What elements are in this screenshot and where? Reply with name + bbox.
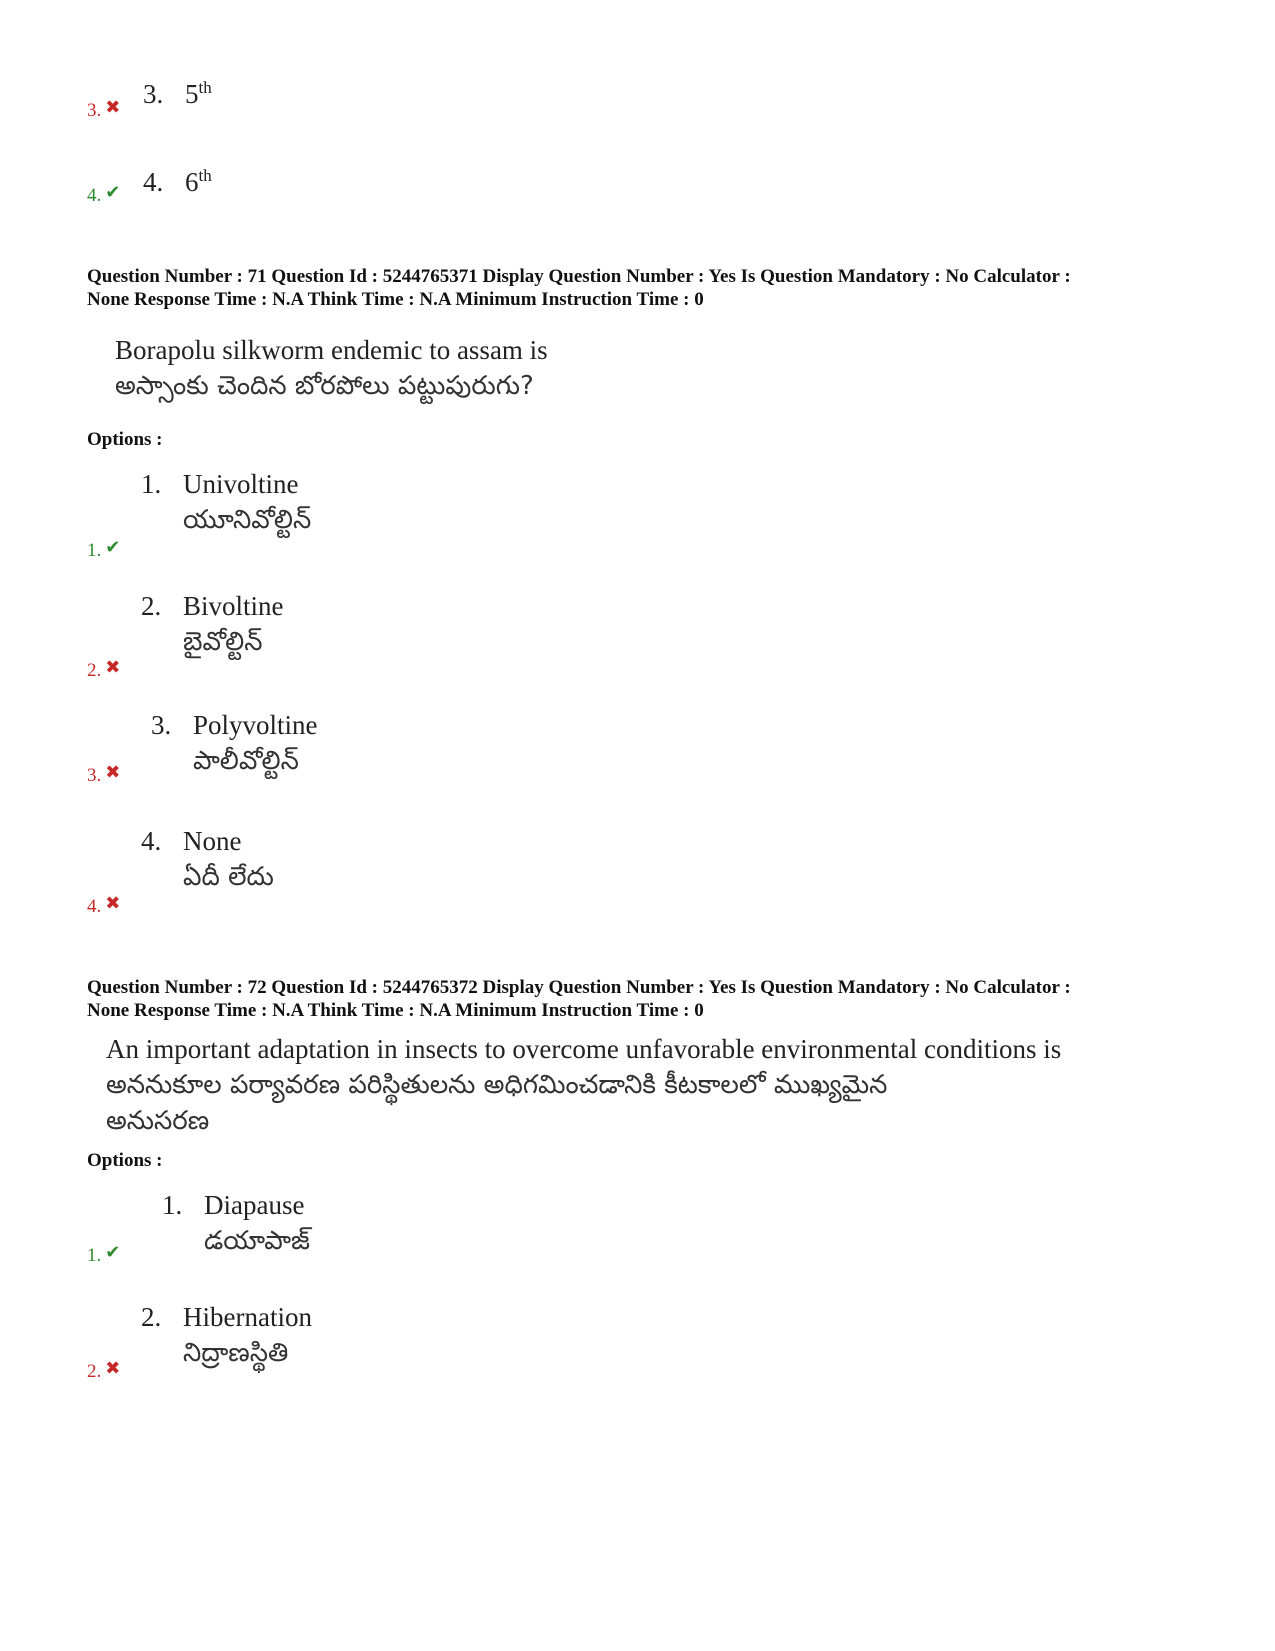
option-text-en: Hibernation bbox=[183, 1302, 312, 1332]
question-72-text bbox=[106, 1031, 1226, 1139]
option-text-te: నిద్రాణస్థితి bbox=[183, 1338, 289, 1368]
question-text-en: An important adaptation in insects to overcome unfavorable environmental conditions is bbox=[106, 1034, 1062, 1064]
question-71-text bbox=[115, 332, 548, 404]
marker-number: 4. bbox=[87, 896, 102, 917]
marker-number: 1. bbox=[87, 1245, 102, 1266]
marker-number: 2. bbox=[87, 660, 102, 681]
q71-option-3 bbox=[151, 707, 318, 779]
option-number: 4. bbox=[141, 826, 162, 856]
marker-number: 4. bbox=[87, 185, 102, 206]
answer-marker bbox=[87, 1242, 120, 1267]
option-sup: th bbox=[198, 166, 212, 185]
q71-option-4 bbox=[141, 823, 274, 895]
option-text-te: బైవోల్టిన్ bbox=[183, 627, 263, 657]
option-sup: th bbox=[198, 78, 212, 97]
option-base: 5 bbox=[185, 79, 199, 109]
prev-option-4 bbox=[143, 158, 212, 200]
question-text-en: Borapolu silkworm endemic to assam is bbox=[115, 335, 548, 365]
q71-option-2 bbox=[141, 588, 284, 660]
q71-option-1 bbox=[141, 466, 311, 538]
answer-marker bbox=[87, 657, 120, 682]
option-text-te: పాలీవోల్టిన్ bbox=[193, 746, 299, 776]
option-number: 2. bbox=[141, 591, 162, 621]
option-text-en: Bivoltine bbox=[183, 591, 284, 621]
option-number: 1. bbox=[162, 1190, 183, 1220]
cross-icon: ✖ bbox=[105, 97, 121, 118]
option-value bbox=[185, 167, 212, 197]
question-text-te: అస్సాంకు చెందిన బోరపోలు పట్టుపురుగు? bbox=[115, 371, 534, 401]
answer-marker bbox=[87, 762, 120, 787]
answer-marker bbox=[87, 1358, 120, 1383]
option-text-en: None bbox=[183, 826, 242, 856]
answer-marker bbox=[87, 182, 120, 207]
option-number: 2. bbox=[141, 1302, 162, 1332]
marker-number: 3. bbox=[87, 100, 102, 121]
q72-option-2 bbox=[141, 1299, 312, 1371]
option-text-en: Diapause bbox=[204, 1190, 305, 1220]
question-text-te-line-2: అనుసరణ bbox=[106, 1106, 210, 1136]
option-text-te: ఏదీ లేదు bbox=[183, 862, 274, 892]
option-base: 6 bbox=[185, 167, 199, 197]
option-text-en: Univoltine bbox=[183, 469, 299, 499]
meta-line-1: Question Number : 72 Question Id : 5244765372 Display Question Number : Yes Is Question Mandatory : No Calculator : bbox=[87, 977, 1071, 998]
option-number: 4. bbox=[143, 167, 164, 197]
option-number: 1. bbox=[141, 469, 162, 499]
check-icon: ✔ bbox=[105, 182, 121, 203]
meta-line-2: None Response Time : N.A Think Time : N.A Minimum Instruction Time : 0 bbox=[87, 1000, 704, 1021]
answer-marker bbox=[87, 97, 120, 122]
answer-marker bbox=[87, 893, 120, 918]
cross-icon: ✖ bbox=[105, 893, 121, 914]
marker-number: 2. bbox=[87, 1361, 102, 1382]
marker-number: 3. bbox=[87, 765, 102, 786]
q72-option-1 bbox=[162, 1187, 310, 1259]
prev-option-3 bbox=[143, 70, 212, 112]
option-text-en: Polyvoltine bbox=[193, 710, 318, 740]
cross-icon: ✖ bbox=[105, 1358, 121, 1379]
cross-icon: ✖ bbox=[105, 657, 121, 678]
option-text-te: యూనివోల్టిన్ bbox=[183, 505, 312, 535]
meta-line-1: Question Number : 71 Question Id : 5244765371 Display Question Number : Yes Is Question Mandatory : No Calculator : bbox=[87, 266, 1071, 287]
options-label: Options : bbox=[87, 429, 163, 450]
check-icon: ✔ bbox=[105, 1242, 121, 1263]
option-number: 3. bbox=[143, 79, 164, 109]
cross-icon: ✖ bbox=[105, 762, 121, 783]
check-icon: ✔ bbox=[105, 537, 121, 558]
question-71-meta bbox=[87, 265, 1197, 311]
question-text-te-line-1: అననుకూల పర్యావరణ పరిస్థితులను అధిగమించడానికి కీటకాలలో ముఖ్యమైన bbox=[106, 1070, 888, 1100]
answer-marker bbox=[87, 537, 120, 562]
question-72-meta bbox=[87, 976, 1197, 1022]
option-number: 3. bbox=[151, 710, 172, 740]
options-label: Options : bbox=[87, 1150, 163, 1171]
option-text-te: డయాపాజ్ bbox=[204, 1226, 311, 1256]
option-value bbox=[185, 79, 212, 109]
meta-line-2: None Response Time : N.A Think Time : N.A Minimum Instruction Time : 0 bbox=[87, 289, 704, 310]
marker-number: 1. bbox=[87, 540, 102, 561]
